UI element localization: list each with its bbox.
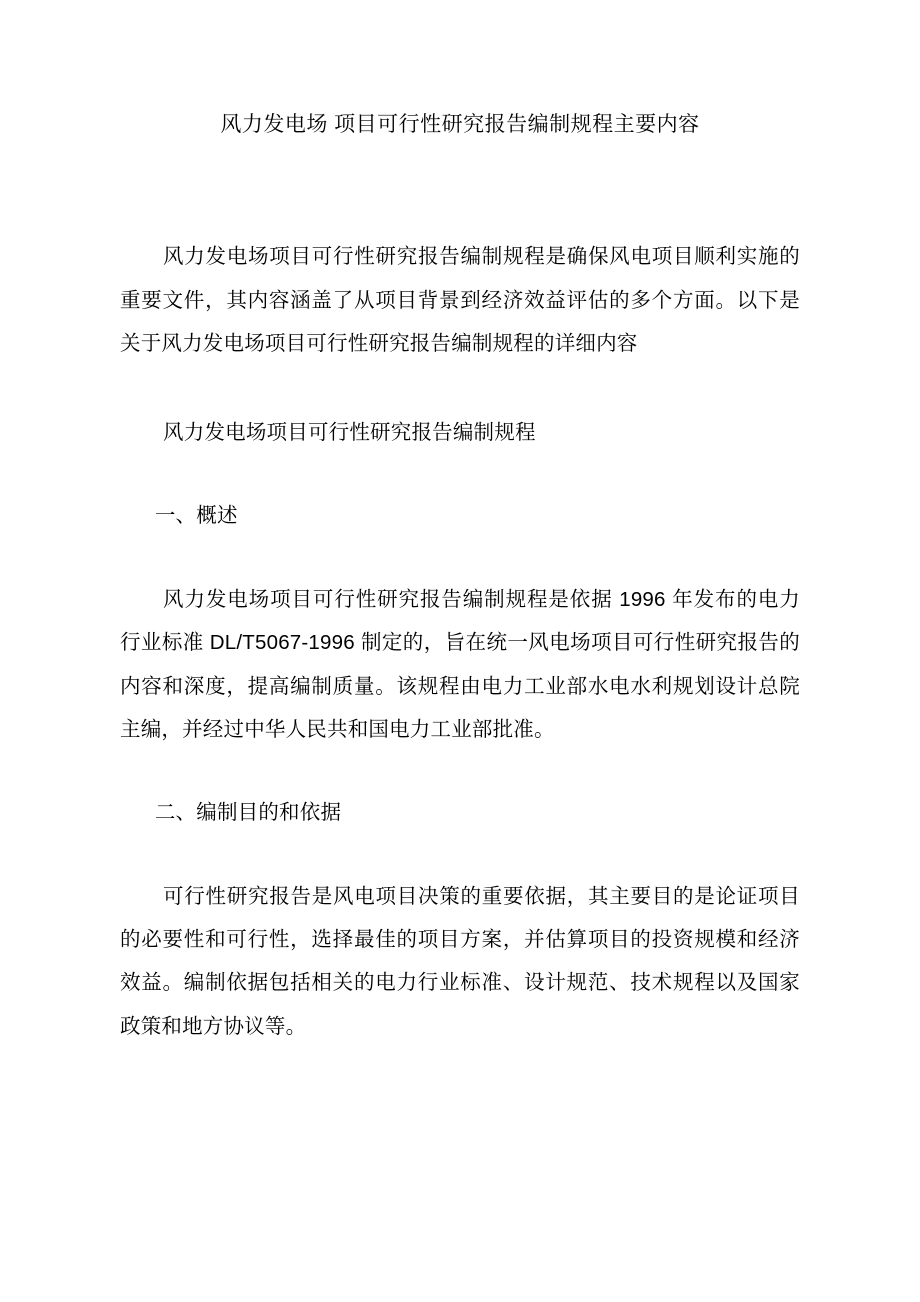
- section-body-2: 可行性研究报告是风电项目决策的重要依据，其主要目的是论证项目的必要性和可行性，选择最佳的项目方案，并估算项目的投资规模和经济效益。编制依据包括相关的电力行业标准、设计规范、技术规程以及国家政策和地方协议等。: [120, 884, 800, 1038]
- document-body: [120, 0, 800, 1302]
- spacer: [120, 536, 800, 578]
- intro-paragraph: 风力发电场项目可行性研究报告编制规程是确保风电项目顺利实施的重要文件，其内容涵盖了从项目背景到经济效益评估的多个方面。以下是关于风力发电场项目可行性研究报告编制规程的详细内容: [120, 245, 800, 356]
- section-heading-2: 二、编制目的和依据: [154, 800, 342, 824]
- section-heading-1: 一、概述: [154, 503, 238, 527]
- spacer: [120, 453, 800, 495]
- spacer: [120, 139, 800, 235]
- spacer: [120, 752, 800, 792]
- document-subtitle: 风力发电场项目可行性研究报告编制规程: [163, 420, 536, 444]
- page-title: 风力发电场 项目可行性研究报告编制规程主要内容: [220, 113, 700, 136]
- spacer: [120, 366, 800, 412]
- section-body-1: 风力发电场项目可行性研究报告编制规程是依据 1996 年发布的电力行业标准 DL/T5067-1996 制定的，旨在统一风电场项目可行性研究报告的内容和深度，提高编制质量。该规程由电力工业部水电水利规划设计总院主编，并经过中华人民共和国电力工业部批准。: [120, 587, 800, 742]
- spacer: [120, 833, 800, 875]
